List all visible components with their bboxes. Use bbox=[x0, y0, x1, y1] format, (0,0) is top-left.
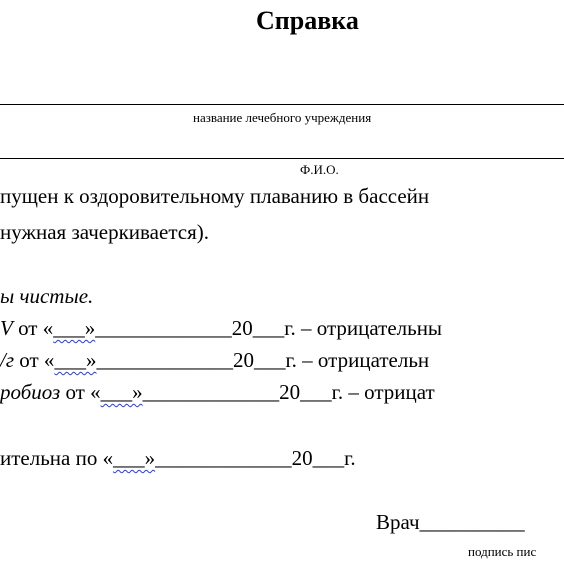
admission-text-line-2: нужная зачеркивается). bbox=[0, 220, 209, 244]
tests-heading: ы чистые. bbox=[0, 284, 94, 308]
validity-prefix: ительна по « bbox=[0, 446, 114, 470]
validity-rest: _____________20___г. bbox=[155, 446, 356, 470]
test-date-blank: ___» bbox=[100, 380, 143, 404]
admission-text-line-1: пущен к оздоровительному плаванию в бассейн bbox=[0, 184, 430, 208]
test-date-prefix: от « bbox=[12, 316, 54, 340]
test-label: V bbox=[0, 316, 13, 340]
test-row-2 bbox=[0, 348, 429, 373]
test-label: робиоз bbox=[0, 380, 61, 404]
test-date-prefix: от « bbox=[60, 380, 101, 404]
test-date-blank: ___» bbox=[54, 348, 97, 372]
doctor-label: Врач bbox=[376, 510, 420, 534]
test-row-1 bbox=[0, 316, 442, 341]
institution-caption: название лечебного учреждения bbox=[193, 110, 372, 125]
doctor-row bbox=[376, 510, 525, 535]
test-label: /г bbox=[0, 348, 15, 372]
document-title: Справка bbox=[256, 6, 359, 35]
validity-row bbox=[0, 446, 356, 471]
test-result-text: _____________20___г. – отрицательн bbox=[96, 348, 430, 372]
test-date-blank: ___» bbox=[53, 316, 96, 340]
test-row-3 bbox=[0, 380, 435, 405]
test-result-text: _____________20___г. – отрицательны bbox=[95, 316, 443, 340]
validity-date-blank: ___» bbox=[113, 446, 156, 470]
test-date-prefix: от « bbox=[14, 348, 55, 372]
signature-caption: подпись пис bbox=[468, 544, 537, 559]
doctor-signature-line: __________ bbox=[419, 510, 525, 534]
fio-caption: Ф.И.О. bbox=[300, 162, 339, 177]
test-result-text: _____________20___г. – отрицат bbox=[142, 380, 435, 404]
institution-line bbox=[0, 104, 564, 105]
fio-line bbox=[0, 158, 564, 159]
